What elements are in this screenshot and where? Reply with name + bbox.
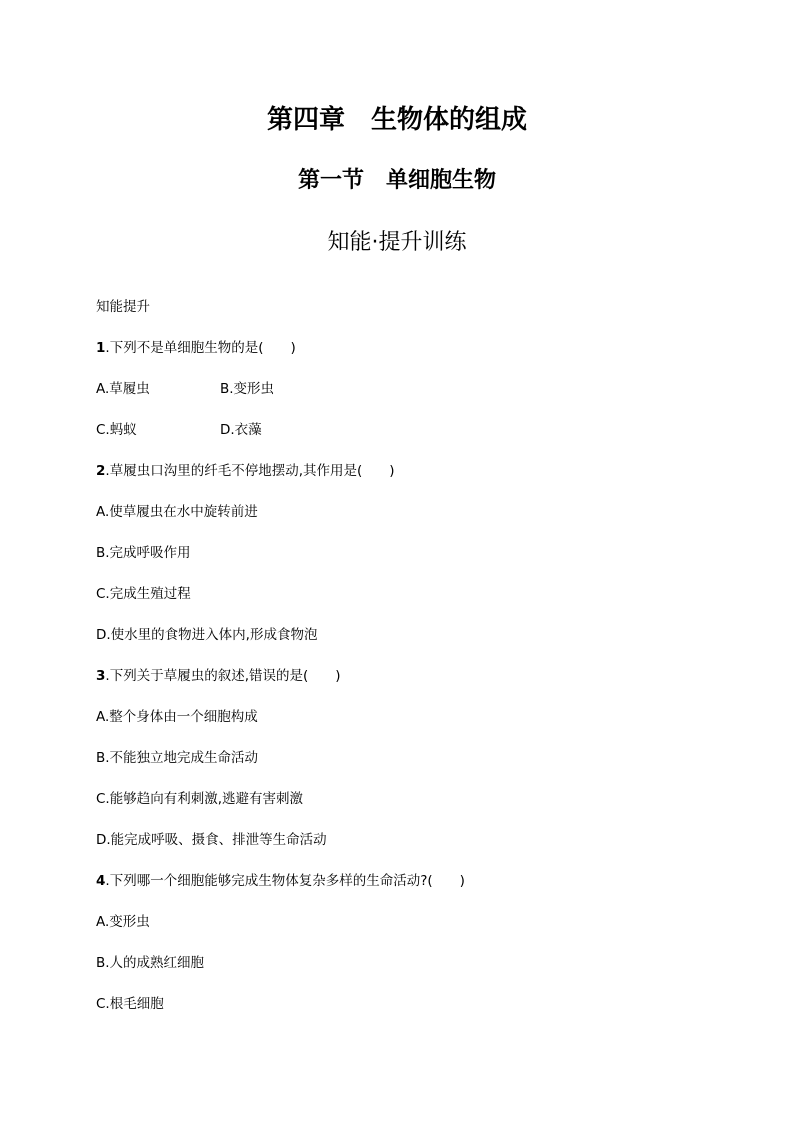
- question-text: .下列不是单细胞生物的是( ): [105, 340, 296, 356]
- option-a: A.草履虫: [96, 381, 150, 397]
- option-a: A.整个身体由一个细胞构成: [96, 709, 258, 725]
- question-number: 1: [96, 340, 106, 356]
- option-c: C.完成生殖过程: [96, 586, 191, 602]
- option-c: C.能够趋向有利刺激,逃避有害刺激: [96, 791, 304, 807]
- question-text: .下列哪一个细胞能够完成生物体复杂多样的生命活动?( ): [105, 873, 465, 889]
- question-4-stem: [96, 867, 716, 908]
- question-number: 2: [96, 463, 106, 479]
- option-c: C.根毛细胞: [96, 996, 164, 1012]
- chapter-title: 第四章 生物体的组成: [266, 105, 527, 135]
- question-list: [96, 293, 716, 1031]
- question-number: 3: [96, 668, 106, 684]
- option-a: A.变形虫: [96, 914, 150, 930]
- question-1-stem: [96, 334, 716, 375]
- question-text: .下列关于草履虫的叙述,错误的是( ): [105, 668, 341, 684]
- question-2-stem: [96, 457, 716, 498]
- part-label: 知能提升: [96, 299, 150, 315]
- option-b: B.变形虫: [220, 381, 275, 397]
- option-b: B.人的成熟红细胞: [96, 955, 205, 971]
- question-text: .草履虫口沟里的纤毛不停地摆动,其作用是( ): [105, 463, 395, 479]
- option-b: B.不能独立地完成生命活动: [96, 750, 259, 766]
- option-b: B.完成呼吸作用: [96, 545, 191, 561]
- question-number: 4: [96, 873, 106, 889]
- option-d: D.衣藻: [220, 422, 262, 438]
- option-d: D.使水里的食物进入体内,形成食物泡: [96, 627, 318, 643]
- option-c: C.蚂蚁: [96, 422, 137, 438]
- question-1-options-row-2: [96, 416, 716, 457]
- option-a: A.使草履虫在水中旋转前进: [96, 504, 258, 520]
- question-1-options-row-1: [96, 375, 716, 416]
- option-d: D.能完成呼吸、摄食、排泄等生命活动: [96, 832, 327, 848]
- practice-title: 知能·提升训练: [327, 230, 467, 255]
- section-title: 第一节 单细胞生物: [297, 168, 496, 193]
- question-3-stem: [96, 662, 716, 703]
